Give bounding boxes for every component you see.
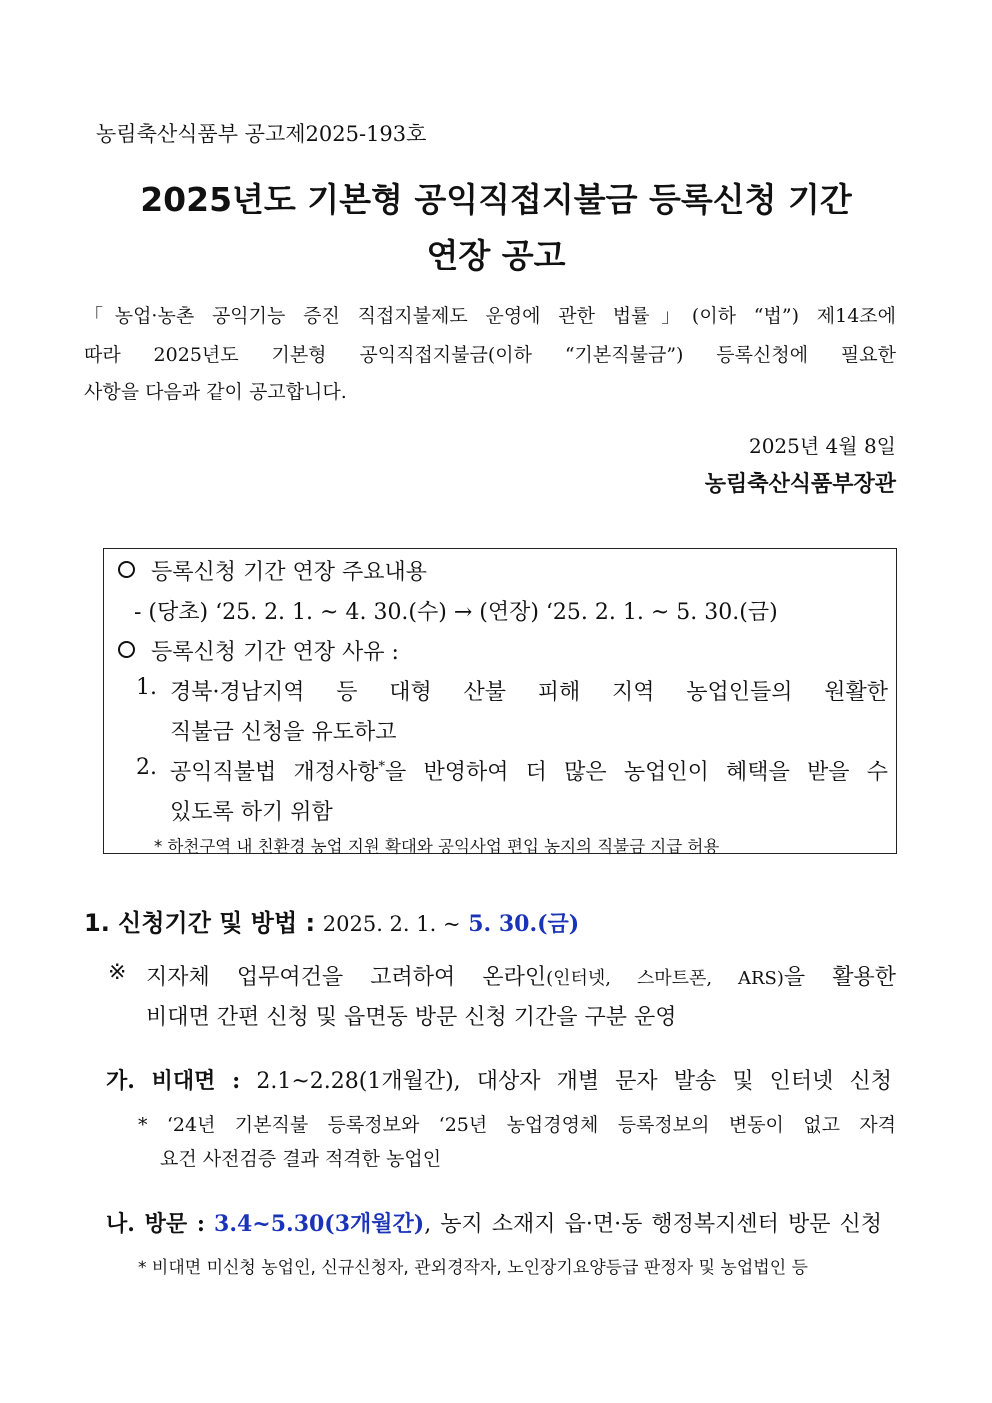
page-title-line1: 2025년도 기본형 공익직접지불금 등록신청 기간 xyxy=(140,180,852,219)
reason2-number: 2. xyxy=(136,755,157,780)
circle-bullet-icon xyxy=(118,641,135,658)
summary-item-1 xyxy=(118,555,427,586)
summary-item-2 xyxy=(118,635,399,666)
sub-b-text: , 농지 소재지 읍·면·동 행정복지센터 방문 신청 xyxy=(424,1212,882,1237)
reason1-line1: 경북·경남지역 등 대형 산불 피해 지역 농업인들의 원활한 xyxy=(170,680,888,705)
sub-a-label: 가. 비대면 : xyxy=(106,1068,241,1094)
summary-item-1-title: 등록신청 기간 연장 주요내용 xyxy=(151,560,428,585)
sub-b-period: 3.4~5.30(3개월간) xyxy=(214,1211,425,1237)
sub-b-line xyxy=(106,1207,882,1238)
section1-heading xyxy=(84,903,579,938)
reason1-line2: 직불금 신청을 유도하고 xyxy=(170,720,397,745)
sub-b-note: * 비대면 미신청 농업인, 신규신청자, 관외경작자, 노인장기요양등급 판정자 및 농업법인 등 xyxy=(138,1258,808,1278)
intro-line1: 「농업·농촌 공익기능 증진 직접지불제도 운영에 관한 법률」(이하 “법”) 제14조에 xyxy=(84,305,896,327)
issuer-name: 농림축산식품부장관 xyxy=(704,471,896,497)
reason2-line1 xyxy=(170,755,888,786)
remark-line1 xyxy=(146,960,896,991)
notice-number: 농림축산식품부 공고제2025-193호 xyxy=(96,122,427,146)
section1-period-start: 2025. 2. 1. ~ xyxy=(322,912,461,936)
intro-line2: 따라 2025년도 기본형 공익직접지불금(이하 “기본직불금”) 등록신청에 필요한 xyxy=(84,344,896,366)
summary-box xyxy=(103,548,897,854)
reason2-text-b: 을 반영하여 더 많은 농업인이 혜택을 받을 수 xyxy=(384,760,888,785)
sub-b-label: 나. 방문 : xyxy=(106,1211,205,1237)
summary-item-2-title: 등록신청 기간 연장 사유 : xyxy=(151,640,399,665)
notice-date: 2025년 4월 8일 xyxy=(748,434,896,458)
box-footnote: * 하천구역 내 친환경 농업 지원 확대와 공익사업 편입 농지의 직불금 지급 허용 xyxy=(154,837,720,856)
reason2-line2: 있도록 하기 위함 xyxy=(170,800,333,825)
section1-period-end: 5. 30.(금) xyxy=(468,911,580,937)
remark-mark: ※ xyxy=(108,960,127,985)
sub-a-note-line2: 요건 사전검증 결과 적격한 농업인 xyxy=(160,1148,442,1170)
section1-title: 1. 신청기간 및 방법 : xyxy=(84,909,316,937)
remark-text-a: 지자체 업무여건을 고려하여 온라인 xyxy=(146,965,547,990)
remark-text-b: (인터넷, 스마트폰, ARS) xyxy=(546,968,784,989)
page-title-line2: 연장 공고 xyxy=(426,236,566,275)
sub-a-line xyxy=(106,1064,892,1095)
remark-text-c: 을 활용한 xyxy=(783,965,896,990)
footnote-marker: * xyxy=(378,759,385,775)
extension-period-detail: - (당초) ‘25. 2. 1. ~ 4. 30.(수) → (연장) ‘25. 2. 1. ~ 5. 30.(금) xyxy=(134,600,778,625)
sub-a-note-line1: * ‘24년 기본직불 등록정보와 ‘25년 농업경영체 등록정보의 변동이 없고 자격 xyxy=(138,1114,896,1136)
reason1-number: 1. xyxy=(136,675,157,700)
reason2-text-a: 공익직불법 개정사항 xyxy=(170,760,379,785)
circle-bullet-icon xyxy=(118,561,135,578)
intro-line3: 사항을 다음과 같이 공고합니다. xyxy=(84,381,347,403)
sub-a-text: 2.1~2.28(1개월간), 대상자 개별 문자 발송 및 인터넷 신청 xyxy=(256,1069,892,1094)
remark-line2: 비대면 간편 신청 및 읍면동 방문 신청 기간을 구분 운영 xyxy=(146,1005,677,1030)
